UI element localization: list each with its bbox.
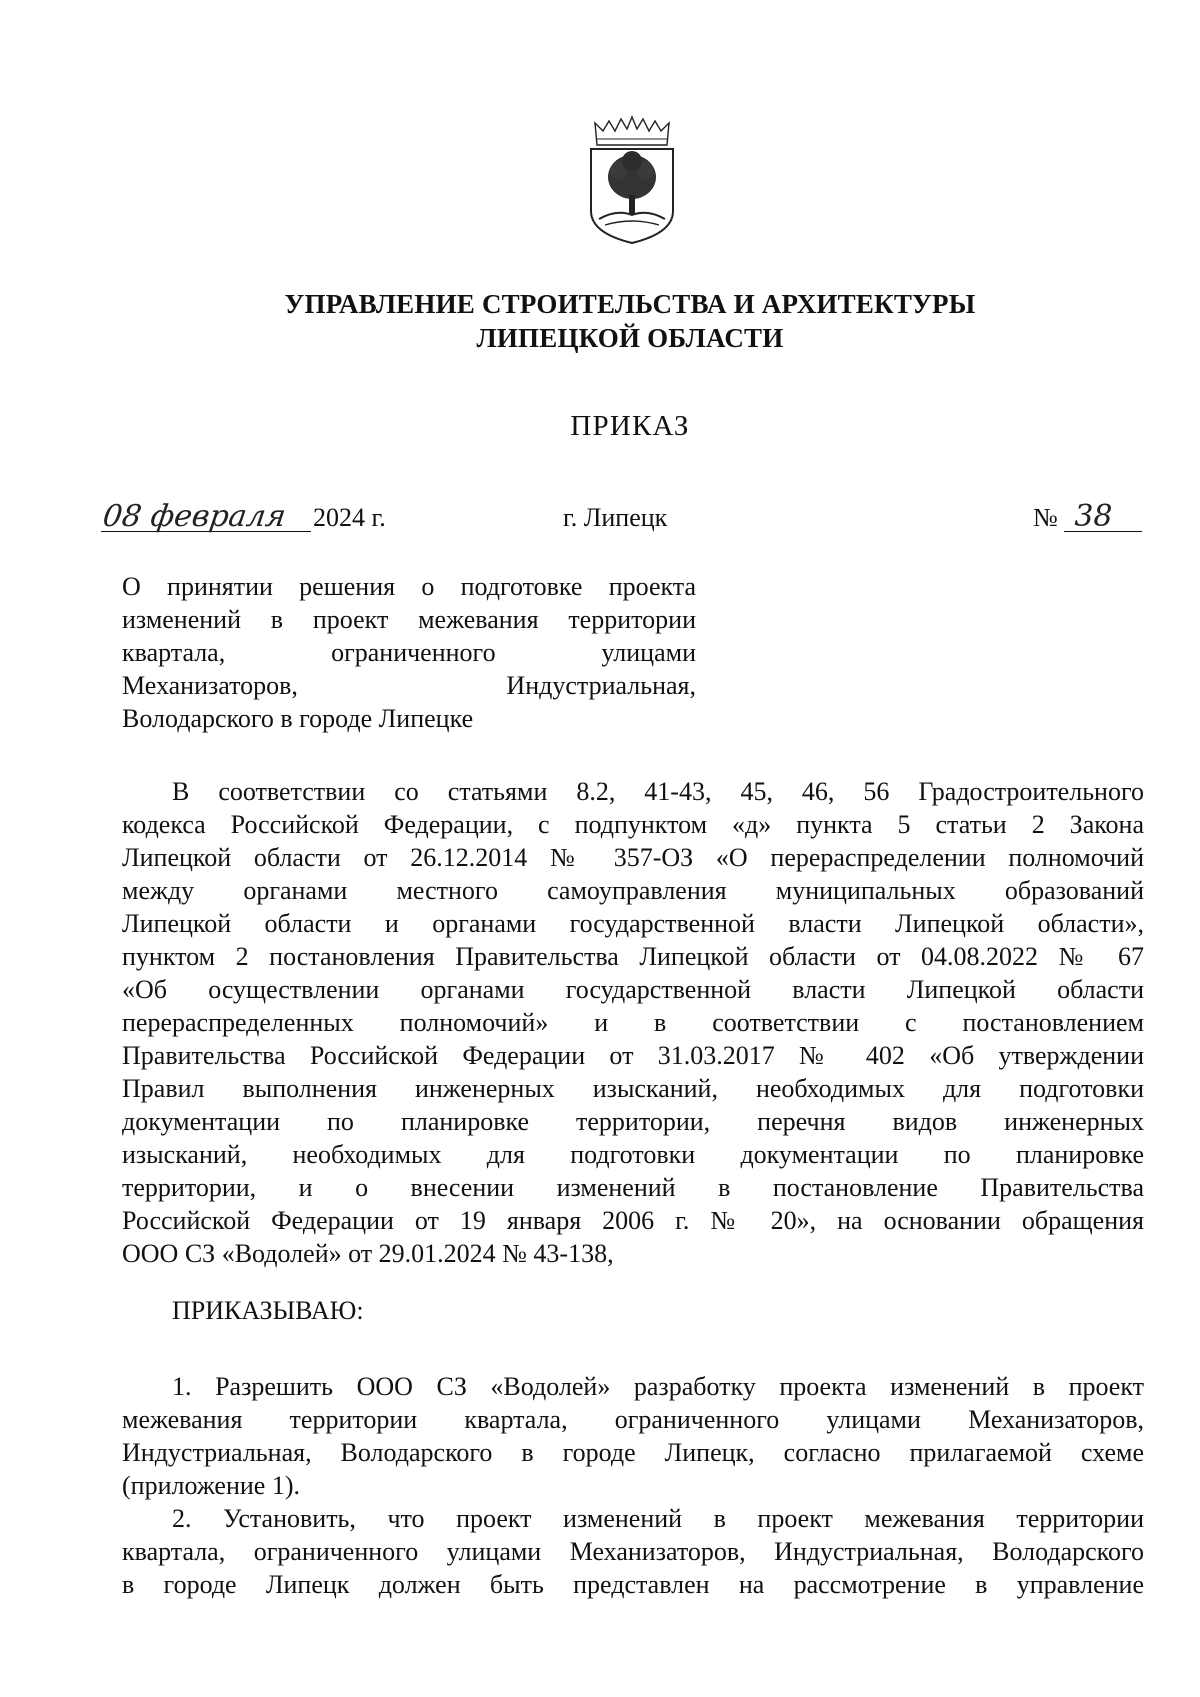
orders-label: ПРИКАЗЫВАЮ: (172, 1296, 364, 1325)
date-year: 2024 г. (313, 503, 386, 532)
subject-line: Володарского в городе Липецке (122, 704, 474, 733)
item-line: межевания территории квартала, ограниченного улицами Механизаторов, (122, 1405, 1144, 1434)
item-line: в городе Липецк должен быть представлен на рассмотрение в управление (122, 1570, 1144, 1599)
organization-name-line2: ЛИПЕЦКОЙ ОБЛАСТИ (476, 323, 784, 353)
preamble-paragraph (122, 775, 1144, 1270)
item-line: квартала, ограниченного улицами Механизаторов, Индустриальная, Володарского (122, 1537, 1144, 1566)
subject-line: изменений в проект межевания территории (122, 605, 696, 634)
preamble-line: перераспределенных полномочий» и в соответствии с постановлением (122, 1008, 1144, 1037)
preamble-line: Липецкой области и органами государственной власти Липецкой области», (122, 909, 1144, 938)
organization-name-line1: УПРАВЛЕНИЕ СТРОИТЕЛЬСТВА И АРХИТЕКТУРЫ (284, 289, 976, 319)
preamble-line: ООО СЗ «Водолей» от 29.01.2024 № 43-138, (122, 1239, 614, 1268)
document-city: г. Липецк (563, 503, 668, 532)
preamble-line: изысканий, необходимых для подготовки документации по планировке (122, 1140, 1144, 1169)
preamble-line: Российской Федерации от 19 января 2006 г. № 20», на основании обращения (122, 1206, 1144, 1235)
preamble-line: пунктом 2 постановления Правительства Липецкой области от 04.08.2022 № 67 (122, 942, 1144, 971)
handwritten-number: 38 (1064, 503, 1142, 532)
preamble-line: кодекса Российской Федерации, с подпунктом «д» пункта 5 статьи 2 Закона (122, 810, 1144, 839)
coat-of-arms-emblem (583, 115, 681, 247)
subject-line: квартала, ограниченного улицами (122, 638, 696, 667)
preamble-line: Правил выполнения инженерных изысканий, необходимых для подготовки (122, 1074, 1144, 1103)
preamble-line: между органами местного самоуправления муниципальных образований (122, 876, 1144, 905)
document-type-title: ПРИКАЗ (570, 410, 690, 442)
preamble-line: Липецкой области от 26.12.2014 № 357-ОЗ «О перераспределении полномочий (122, 843, 1144, 872)
preamble-line: территории, и о внесении изменений в постановление Правительства (122, 1173, 1144, 1202)
item-line: (приложение 1). (122, 1471, 301, 1500)
order-item-2 (122, 1502, 1144, 1601)
document-subject (122, 570, 696, 735)
item-line: 1. Разрешить ООО СЗ «Водолей» разработку проекта изменений в проект (172, 1372, 1144, 1401)
item-line: 2. Установить, что проект изменений в проект межевания территории (172, 1504, 1144, 1533)
document-number (1033, 499, 1142, 534)
number-sign: № (1033, 503, 1058, 532)
order-item-1 (122, 1370, 1144, 1502)
document-date (100, 499, 386, 534)
subject-line: О принятии решения о подготовке проекта (122, 572, 696, 601)
subject-line: Механизаторов, Индустриальная, (122, 671, 696, 700)
handwritten-date: 08 февраля (101, 503, 315, 532)
preamble-line: «Об осуществлении органами государственной власти Липецкой области (122, 975, 1144, 1004)
item-line: Индустриальная, Володарского в городе Липецк, согласно прилагаемой схеме (122, 1438, 1144, 1467)
preamble-line: документации по планировке территории, перечня видов инженерных (122, 1107, 1144, 1136)
preamble-line: Правительства Российской Федерации от 31.03.2017 № 402 «Об утверждении (122, 1041, 1144, 1070)
preamble-line: В соответствии со статьями 8.2, 41-43, 45, 46, 56 Градостроительного (172, 777, 1144, 806)
